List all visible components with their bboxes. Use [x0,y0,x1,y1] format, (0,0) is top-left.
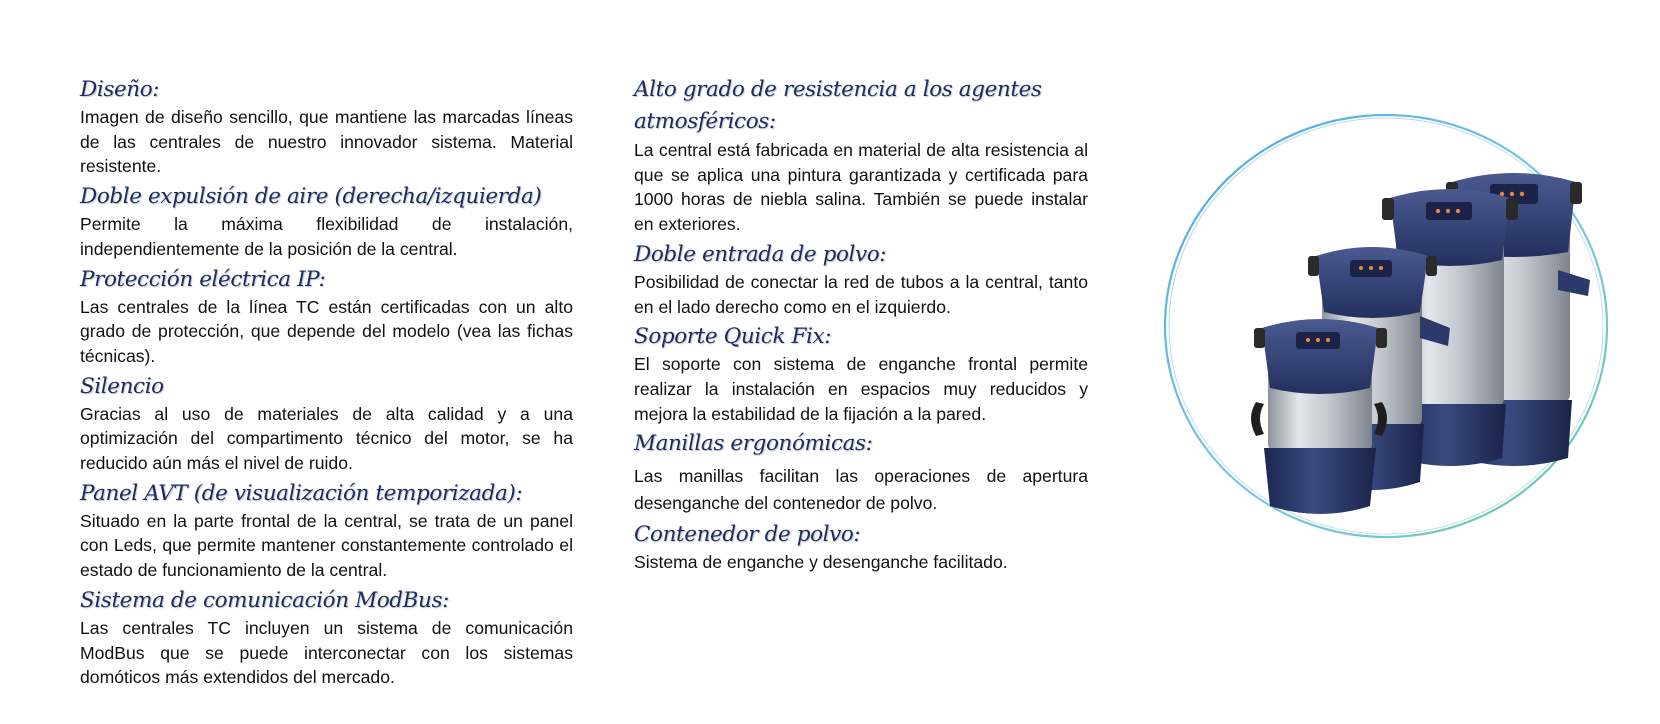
feature-body-quick-fix: El soporte con sistema de enganche frontal permite realizar la instalación en espacios muy reducidos y mejora la estabilidad de la fijación a la pared. [634,354,1088,424]
features-column-left [80,74,573,692]
feature-title-diseno: Diseño: [80,77,160,102]
feature-title-doble-expulsion: Doble expulsión de aire (derecha/izquierda) [80,184,542,210]
feature-body-modbus: Las centrales TC incluyen un sistema de comunicación ModBus que se puede interconectar con los sistemas domóticos más extendidos del mercado. [80,617,573,688]
feature-title-silencio: Silencio [80,373,164,399]
features-column-right [634,74,1088,577]
feature-body-proteccion-ip: Las centrales de la línea TC están certificadas con un alto grado de protección, que depende del modelo (vea las fichas técnicas). [80,296,573,366]
feature-body-panel-avt: Situado en la parte frontal de la central, se trata de un panel con Leds, que permite mantener constantemente controlado el estado de funcionamiento de la central. [80,510,573,581]
feature-body-doble-entrada: Posibilidad de conectar la red de tubos a la central, tanto en el lado derecho como en el izquierdo. [634,271,1088,317]
feature-title-manillas: Manillas ergonómicas: [634,431,873,457]
feature-body-contenedor: Sistema de enganche y desenganche facilitado. [634,552,1008,573]
feature-title-proteccion-ip: Protección eléctrica IP: [80,266,326,292]
feature-body-diseno: Imagen de diseño sencillo, que mantiene las marcadas líneas de las centrales de nuestro innovador sistema. Material resistente. [80,107,573,177]
feature-title-panel-avt: Panel AVT (de visualización temporizada): [80,480,523,506]
central-vacuum-units-illustration [1150,102,1622,554]
feature-title-contenedor: Contenedor de polvo: [634,522,861,548]
feature-body-resistencia: La central está fabricada en material de alta resistencia al que se aplica una pintura garantizada y certificada para 1000 horas de niebla salina. También se puede instalar en exteriores. [634,140,1088,235]
feature-body-doble-expulsion: Permite la máxima flexibilidad de instalación, independientemente de la posición de la central. [80,214,573,259]
feature-title-resistencia: Alto grado de resistencia a los agentes atmosféricos: [634,77,1042,134]
feature-title-modbus: Sistema de comunicación ModBus: [80,587,449,613]
feature-body-silencio: Gracias al uso de materiales de alta calidad y a una optimización del compartimento técnico del motor, se ha reducido aún más el nivel de ruido. [80,403,573,474]
feature-title-quick-fix: Soporte Quick Fix: [634,324,832,350]
feature-body-manillas: Las manillas facilitan las operaciones de apertura desenganche del contenedor de polvo. [634,466,1088,514]
feature-title-doble-entrada: Doble entrada de polvo: [634,241,887,267]
vacuum-unit-small [1251,319,1387,514]
product-image [1150,102,1622,554]
